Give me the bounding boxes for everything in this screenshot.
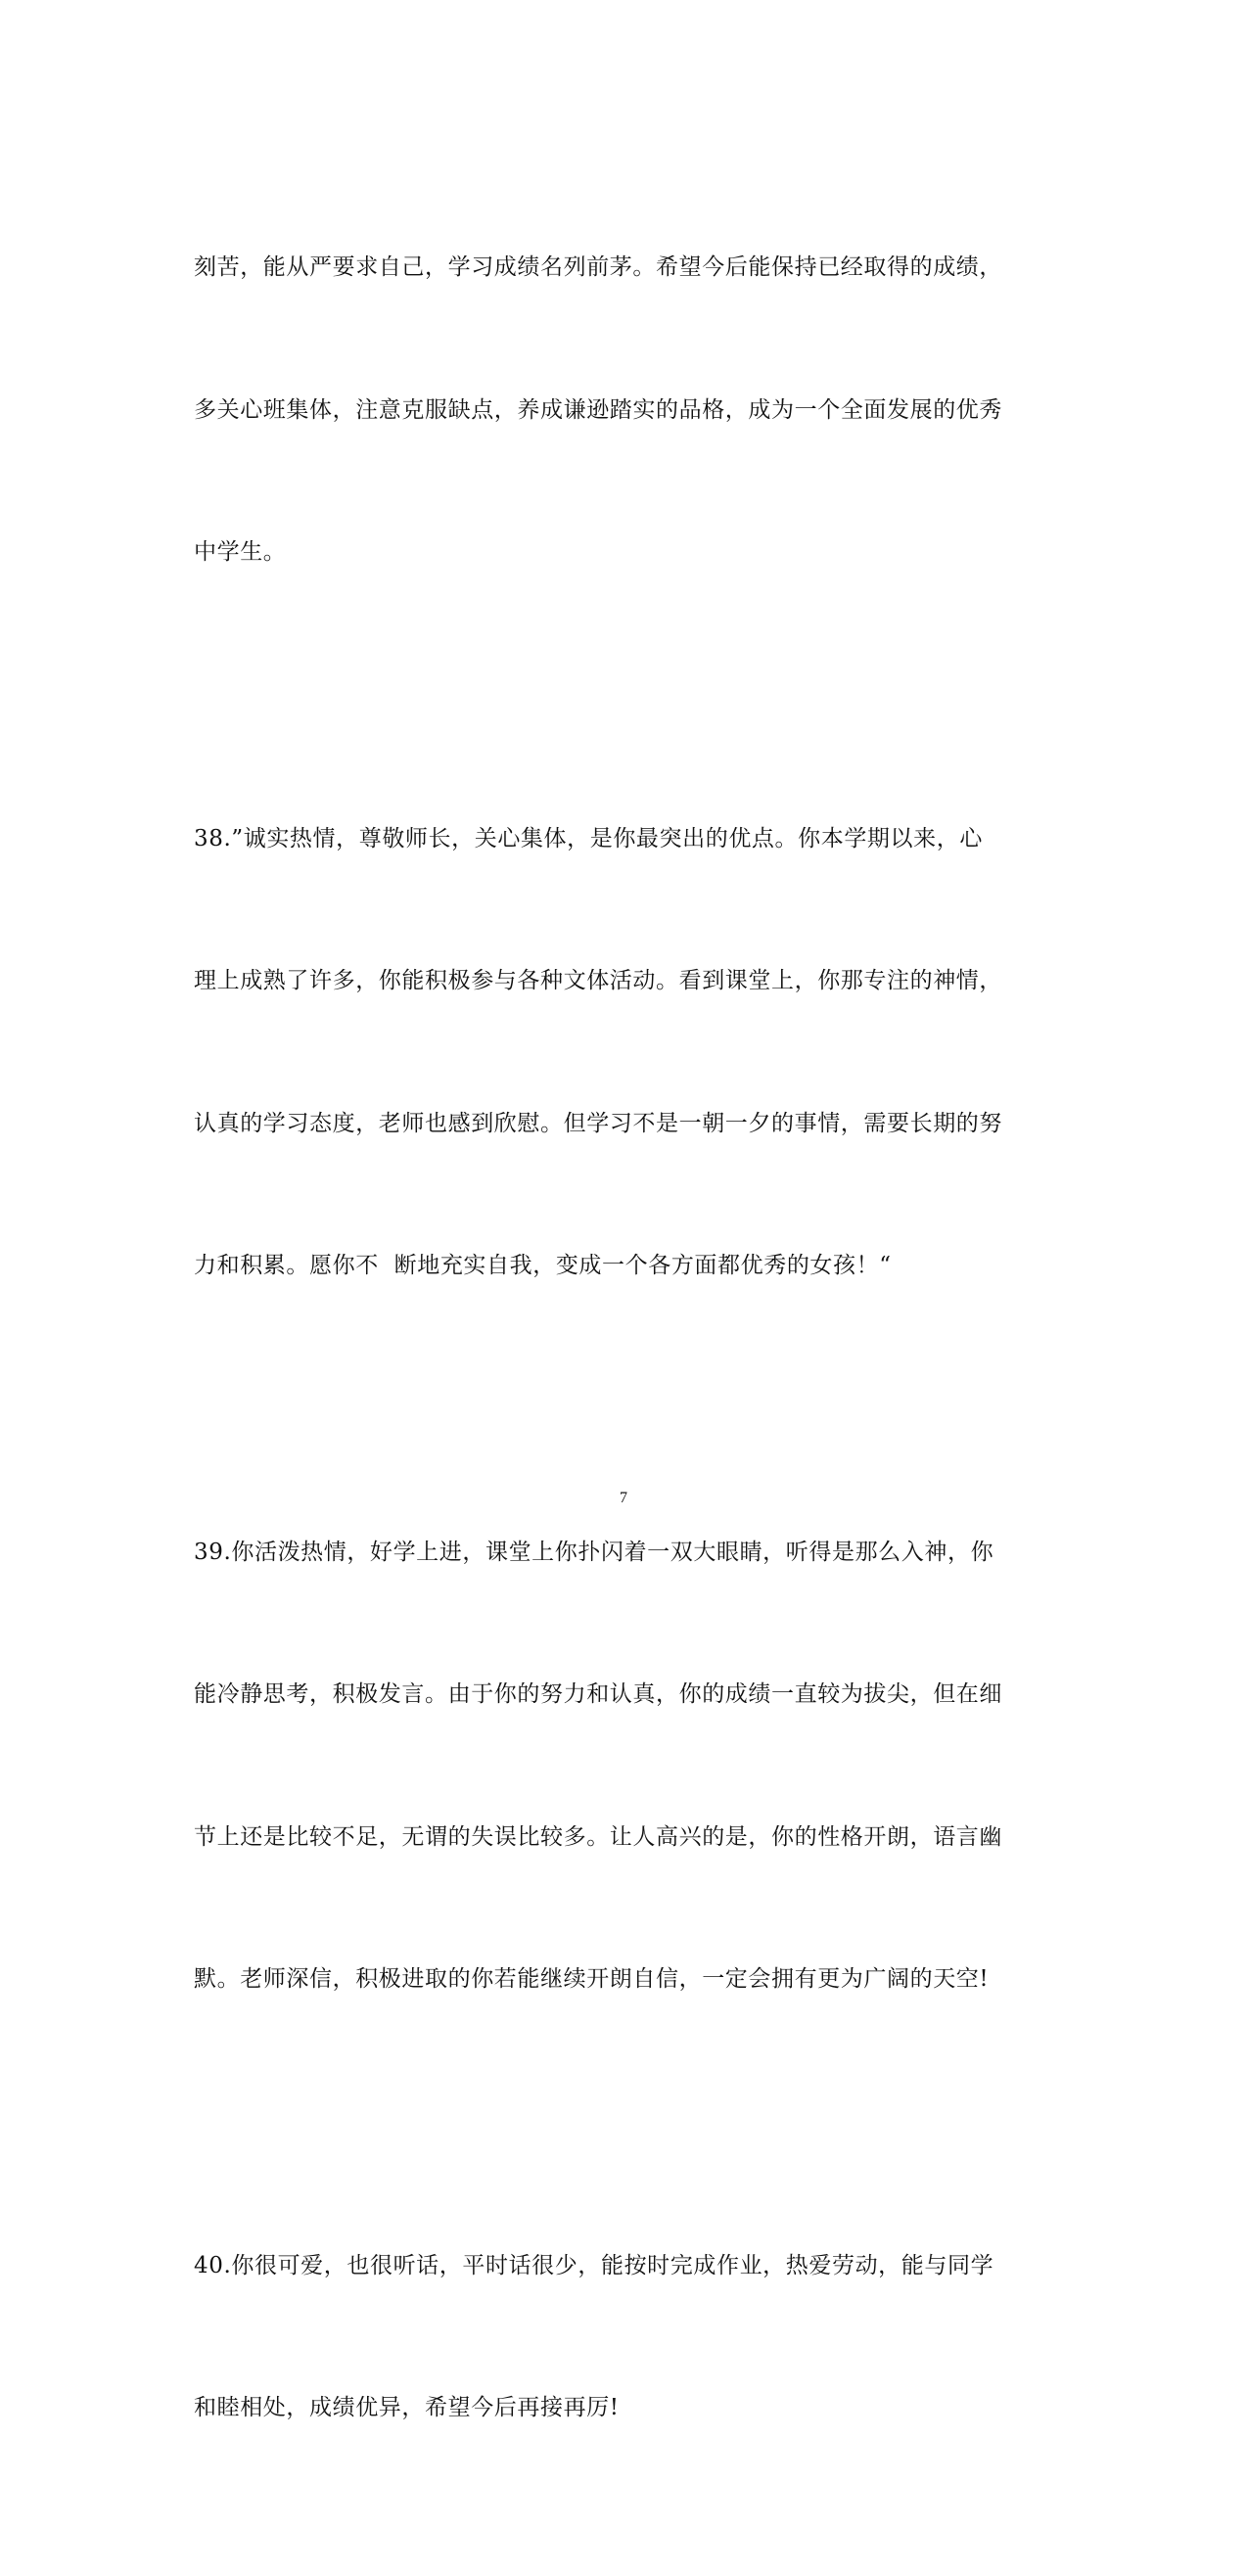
paragraph-40 [194, 2147, 1055, 2527]
text-line: 刻苦，能从严要求自己，学习成绩名列前茅。希望今后能保持已经取得的成绩， [194, 254, 1002, 280]
text-line: 力和积累。愿你不 断地充实自我，变成一个各方面都优秀的女孩！“ [194, 1253, 892, 1278]
document-body [194, 149, 1055, 2576]
page-number: 7 [620, 1490, 627, 1506]
paragraph-39 [194, 1434, 1055, 2098]
paragraph-38 [194, 720, 1055, 1385]
text-line: 节上还是比较不足，无谓的失误比较多。让人高兴的是，你的性格开朗，语言幽 [194, 1823, 1002, 1850]
text-line: 38.”诚实热情，尊敬师长，关心集体，是你最突出的优点。你本学期以来，心 [194, 825, 983, 851]
text-line: 39.你活泼热情，好学上进，课堂上你扑闪着一双大眼睛，听得是那么入神，你 [194, 1539, 994, 1565]
text-line: 认真的学习态度，老师也感到欣慰。但学习不是一朝一夕的事情，需要长期的努 [194, 1110, 1002, 1136]
text-line: 能冷静思考，积极发言。由于你的努力和认真，你的成绩一直较为拔尖，但在细 [194, 1681, 1002, 1707]
text-line: 理上成熟了许多，你能积极参与各种文体活动。看到课堂上，你那专注的神情， [194, 968, 1002, 993]
paragraph-continuation [194, 149, 1055, 671]
text-line: 默。老师深信，积极进取的你若能继续开朗自信，一定会拥有更为广阔的天空! [194, 1966, 990, 1992]
text-line: 中学生。 [194, 539, 287, 565]
text-line: 40.你很可爱，也很听话，平时话很少，能按时完成作业，热爱劳动，能与同学 [194, 2252, 994, 2278]
text-line: 和睦相处，成绩优异，希望今后再接再厉! [194, 2395, 620, 2420]
text-line: 多关心班集体，注意克服缺点，养成谦逊踏实的品格，成为一个全面发展的优秀 [194, 396, 1002, 423]
